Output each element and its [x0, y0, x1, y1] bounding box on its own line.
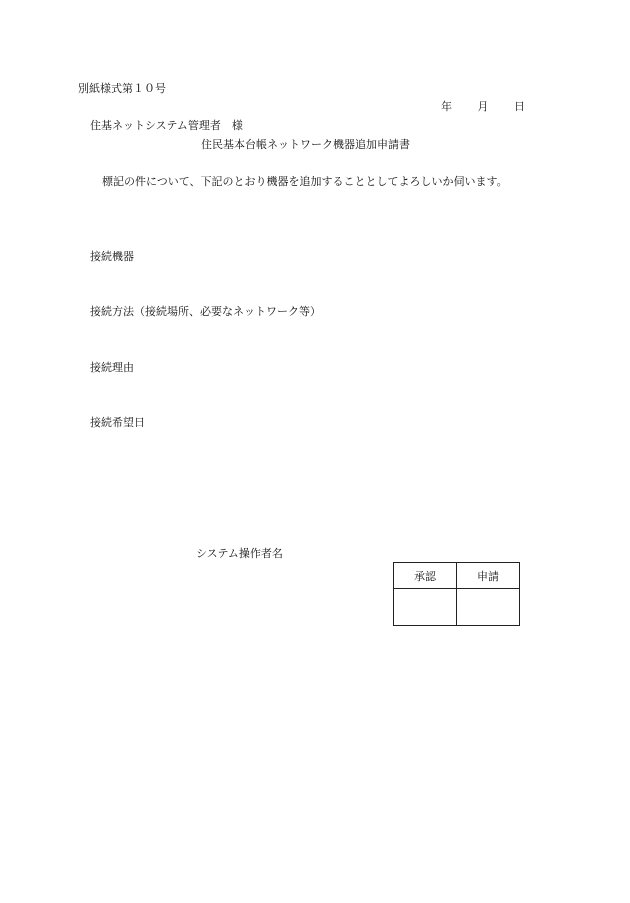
item-connection-reason: 接続理由	[90, 361, 134, 374]
item-desired-date: 接続希望日	[90, 416, 145, 429]
stamp-table	[393, 562, 520, 626]
date-year-label: 年	[441, 100, 452, 113]
item-connection-method: 接続方法（接続場所、必要なネットワーク等）	[90, 305, 321, 318]
item-connected-device: 接続機器	[90, 250, 134, 263]
date-line	[441, 100, 525, 114]
intro-text: 標記の件について、下記のとおり機器を追加することとしてよろしいか伺います。	[102, 175, 508, 188]
approve-header: 承認	[394, 563, 457, 589]
approve-stamp-cell	[394, 589, 457, 626]
date-day-label: 日	[514, 100, 525, 113]
operator-name-label: システム操作者名	[196, 547, 283, 560]
form-number: 別紙様式第１０号	[78, 82, 166, 95]
apply-header: 申請	[457, 563, 520, 589]
addressee: 住基ネットシステム管理者 様	[90, 119, 243, 132]
apply-stamp-cell	[457, 589, 520, 626]
document-title: 住民基本台帳ネットワーク機器追加申請書	[201, 138, 410, 151]
date-month-label: 月	[477, 100, 489, 113]
